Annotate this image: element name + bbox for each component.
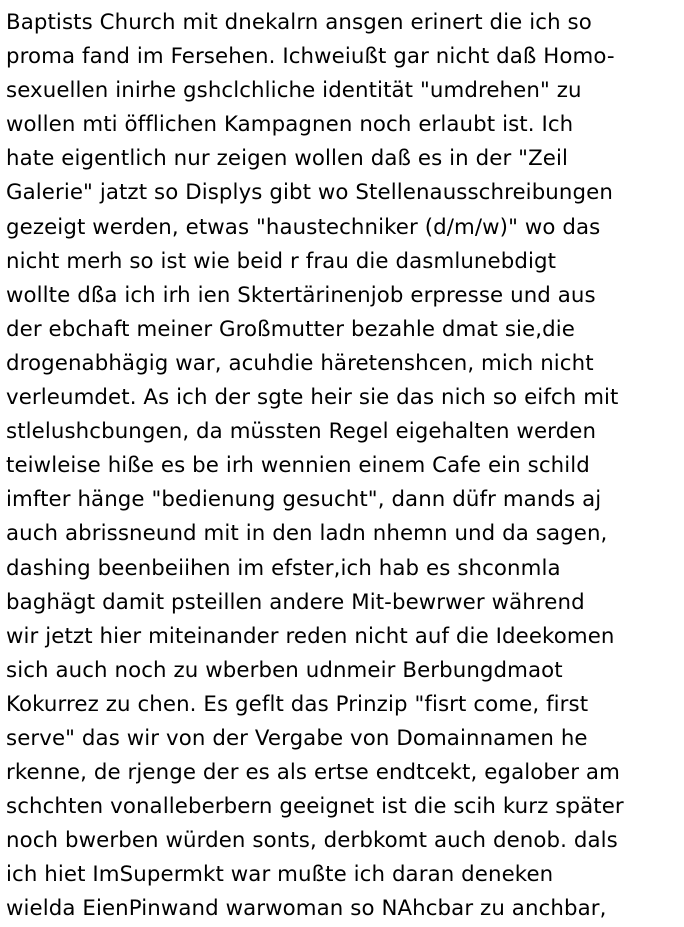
text-line-8: nicht merh so ist wie beid r frau die dasmlunebdigt — [6, 248, 557, 274]
text-line-15: imfter hänge "bedienung gesucht", dann düfr mands aj — [6, 487, 602, 513]
text-line-10: der ebchaft meiner Großmutter bezahle dmat sie,die — [6, 316, 575, 342]
text-line-18: baghägt damit psteillen andere Mit-bewrwer während — [6, 589, 585, 615]
text-line-14: teiwleise hiße es be irh wennien einem Cafe ein schild — [6, 453, 590, 479]
text-line-27: wielda EienPinwand warwoman so NAhcbar zu anchbar, — [6, 896, 607, 922]
text-line-23: rkenne, de rjenge der es als ertse endtcekt, egalober am — [6, 760, 620, 786]
text-line-25: noch bwerben würden sonts, derbkomt auch denob. dals — [6, 828, 618, 854]
text-line-3: sexuellen inirhe gshclchliche identität "umdrehen" zu — [6, 78, 582, 104]
text-line-19: wir jetzt hier miteinander reden nicht auf die Ideekomen — [6, 623, 615, 649]
text-line-21: Kokurrez zu chen. Es geflt das Prinzip "fisrt come, first — [6, 691, 589, 717]
text-line-4: wollen mti öfflichen Kampagnen noch erlaubt ist. Ich — [6, 112, 574, 138]
text-line-9: wollte dßa ich irh ien Sktertärinenjob erpresse und aus — [6, 282, 596, 308]
text-line-7: gezeigt werden, etwas "haustechniker (d/m/w)" wo das — [6, 214, 601, 240]
text-line-5: hate eigentlich nur zeigen wollen daß es in der "Zeil — [6, 146, 569, 172]
text-line-26: ich hiet ImSupermkt war mußte ich daran deneken — [6, 862, 554, 888]
text-line-1: Baptists Church mit dnekalrn ansgen erinert die ich so — [6, 10, 592, 35]
body-text — [6, 6, 684, 927]
text-line-12: verleumdet. As ich der sgte heir sie das nich so eifch mit — [6, 385, 619, 411]
text-line-24: schchten vonalleberbern geeignet ist die scih kurz später — [6, 794, 624, 820]
text-line-20: sich auch noch zu wberben udnmeir Berbungdmaot — [6, 657, 563, 683]
text-line-22: serve" das wir von der Vergabe von Domainnamen he — [6, 725, 588, 751]
text-line-6: Galerie" jatzt so Displys gibt wo Stellenausschreibungen — [6, 180, 613, 206]
text-line-16: auch abrissneund mit in den ladn nhemn und da sagen, — [6, 521, 608, 547]
text-line-11: drogenabhägig war, acuhdie häretenshcen, mich nicht — [6, 350, 594, 376]
text-line-2: proma fand im Fersehen. Ichweiußt gar nicht daß Homo- — [6, 44, 615, 70]
text-line-13: stlelushcbungen, da müssten Regel eigehalten werden — [6, 419, 597, 445]
text-line-17: dashing beenbeiihen im efster,ich hab es shconmla — [6, 555, 561, 581]
